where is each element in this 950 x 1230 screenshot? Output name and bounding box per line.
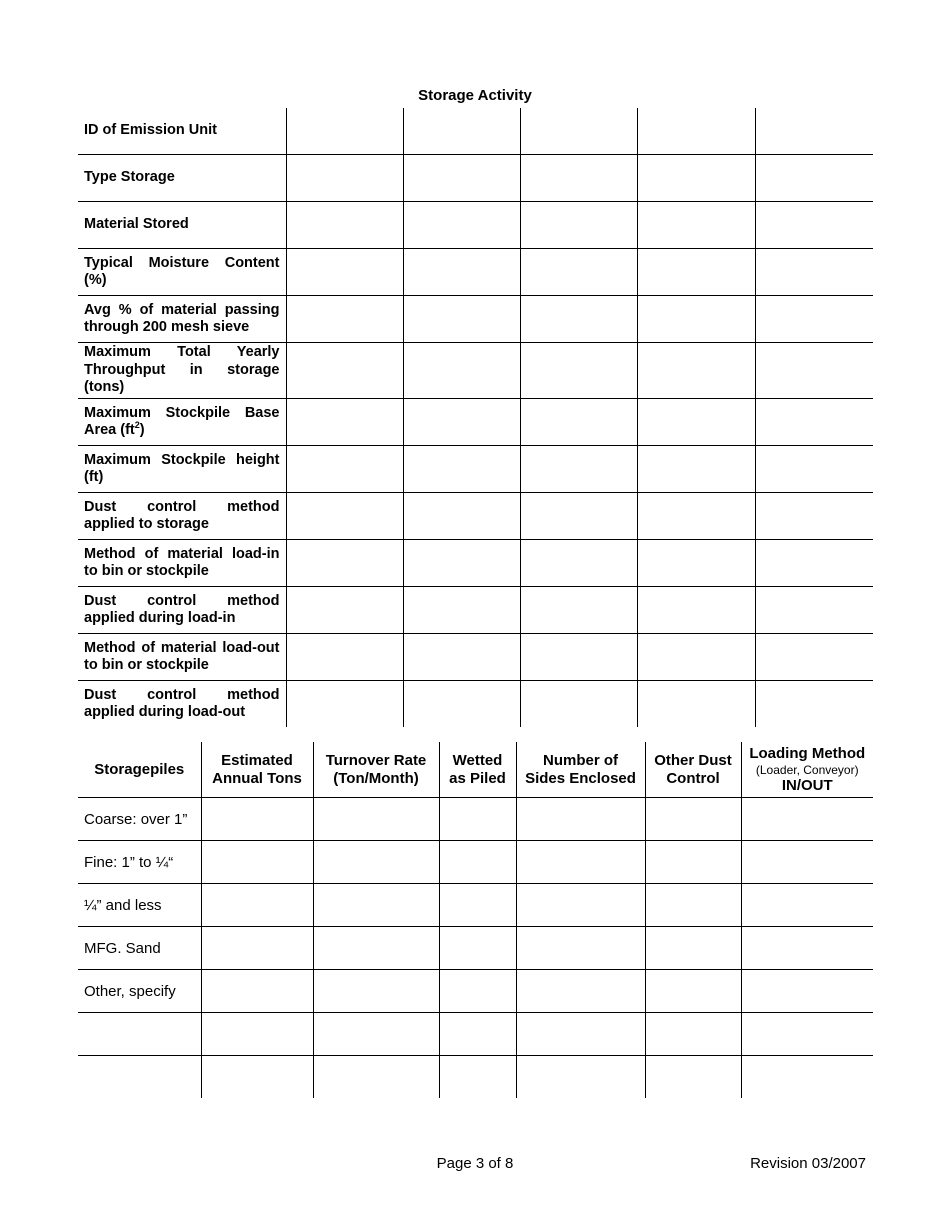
- input-cell[interactable]: [637, 202, 755, 249]
- input-cell[interactable]: [520, 108, 637, 155]
- input-cell[interactable]: [403, 681, 520, 728]
- row-label-blank[interactable]: [78, 1056, 201, 1099]
- col-header-estimated-annual-tons: Estimated Annual Tons: [201, 742, 313, 798]
- table-row: [78, 1013, 873, 1056]
- input-cell[interactable]: [645, 884, 741, 927]
- input-cell[interactable]: [637, 399, 755, 446]
- table-row: [78, 296, 873, 343]
- input-cell[interactable]: [313, 970, 439, 1013]
- input-cell[interactable]: [403, 296, 520, 343]
- input-cell[interactable]: [286, 108, 403, 155]
- table-row: [78, 343, 873, 399]
- input-cell[interactable]: [741, 884, 873, 927]
- input-cell[interactable]: [286, 249, 403, 296]
- input-cell[interactable]: [403, 108, 520, 155]
- col-header-sides-enclosed: Number of Sides Enclosed: [516, 742, 645, 798]
- row-label: Dust control method applied during load-in: [78, 587, 286, 634]
- input-cell[interactable]: [520, 399, 637, 446]
- header-row: [78, 742, 873, 798]
- input-cell[interactable]: [313, 927, 439, 970]
- input-cell[interactable]: [520, 634, 637, 681]
- input-cell[interactable]: [516, 1013, 645, 1056]
- row-label: ID of Emission Unit: [78, 108, 286, 155]
- input-cell[interactable]: [520, 446, 637, 493]
- input-cell[interactable]: [755, 493, 873, 540]
- input-cell[interactable]: [439, 970, 516, 1013]
- input-cell[interactable]: [403, 540, 520, 587]
- input-cell[interactable]: [403, 493, 520, 540]
- input-cell[interactable]: [286, 446, 403, 493]
- table-row: [78, 108, 873, 155]
- input-cell[interactable]: [741, 1013, 873, 1056]
- input-cell[interactable]: [201, 1013, 313, 1056]
- input-cell[interactable]: [755, 399, 873, 446]
- input-cell[interactable]: [520, 155, 637, 202]
- row-label: Maximum Total Yearly Throughput in storage (tons): [78, 343, 286, 399]
- input-cell[interactable]: [645, 798, 741, 841]
- input-cell[interactable]: [755, 155, 873, 202]
- input-cell[interactable]: [439, 1013, 516, 1056]
- input-cell[interactable]: [439, 884, 516, 927]
- row-label: Fine: 1” to ¼“: [78, 841, 201, 884]
- col-header-storagepiles: Storagepiles: [78, 742, 201, 798]
- input-cell[interactable]: [637, 249, 755, 296]
- input-cell[interactable]: [403, 155, 520, 202]
- input-cell[interactable]: [645, 1056, 741, 1099]
- col-header-loading-method: Loading Method (Loader, Conveyor) IN/OUT: [741, 742, 873, 798]
- input-cell[interactable]: [439, 841, 516, 884]
- input-cell[interactable]: [755, 634, 873, 681]
- row-label: Material Stored: [78, 202, 286, 249]
- storagepiles-table: [78, 742, 873, 1098]
- input-cell[interactable]: [645, 970, 741, 1013]
- row-label: MFG. Sand: [78, 927, 201, 970]
- input-cell[interactable]: [403, 399, 520, 446]
- table-row: [78, 155, 873, 202]
- input-cell[interactable]: [516, 798, 645, 841]
- input-cell[interactable]: [313, 798, 439, 841]
- input-cell[interactable]: [201, 841, 313, 884]
- input-cell[interactable]: [520, 681, 637, 728]
- storage-activity-table: [78, 108, 873, 727]
- input-cell[interactable]: [403, 634, 520, 681]
- page-number: Page 3 of 8: [436, 1155, 514, 1172]
- input-cell[interactable]: [516, 1056, 645, 1099]
- input-cell[interactable]: [201, 884, 313, 927]
- input-cell[interactable]: [286, 681, 403, 728]
- table-row: [78, 249, 873, 296]
- input-cell[interactable]: [201, 1056, 313, 1099]
- row-label: Maximum Stockpile height (ft): [78, 446, 286, 493]
- input-cell[interactable]: [403, 343, 520, 399]
- row-label: Type Storage: [78, 155, 286, 202]
- input-cell[interactable]: [755, 202, 873, 249]
- section-title: Storage Activity: [418, 87, 532, 104]
- input-cell[interactable]: [439, 927, 516, 970]
- input-cell[interactable]: [637, 446, 755, 493]
- input-cell[interactable]: [755, 446, 873, 493]
- input-cell[interactable]: [637, 296, 755, 343]
- input-cell[interactable]: [741, 970, 873, 1013]
- table-row: [78, 681, 873, 728]
- col-header-turnover-rate: Turnover Rate (Ton/Month): [313, 742, 439, 798]
- input-cell[interactable]: [520, 296, 637, 343]
- row-label-blank[interactable]: [78, 1013, 201, 1056]
- input-cell[interactable]: [286, 202, 403, 249]
- input-cell[interactable]: [755, 249, 873, 296]
- input-cell[interactable]: [755, 108, 873, 155]
- table-row: [78, 540, 873, 587]
- input-cell[interactable]: [313, 1013, 439, 1056]
- input-cell[interactable]: [637, 634, 755, 681]
- input-cell[interactable]: [520, 202, 637, 249]
- input-cell[interactable]: [286, 587, 403, 634]
- input-cell[interactable]: [516, 884, 645, 927]
- input-cell[interactable]: [520, 343, 637, 399]
- input-cell[interactable]: [439, 798, 516, 841]
- row-label: Coarse: over 1”: [78, 798, 201, 841]
- input-cell[interactable]: [286, 493, 403, 540]
- input-cell[interactable]: [201, 970, 313, 1013]
- input-cell[interactable]: [637, 587, 755, 634]
- input-cell[interactable]: [520, 493, 637, 540]
- row-label: Dust control method applied to storage: [78, 493, 286, 540]
- input-cell[interactable]: [286, 155, 403, 202]
- input-cell[interactable]: [439, 1056, 516, 1099]
- row-label-area: [78, 399, 286, 446]
- area-superscript: 2: [134, 420, 140, 431]
- input-cell[interactable]: [520, 587, 637, 634]
- row-label: ¼” and less: [78, 884, 201, 927]
- input-cell[interactable]: [286, 399, 403, 446]
- table-row: [78, 587, 873, 634]
- input-cell[interactable]: [645, 1013, 741, 1056]
- table-row: [78, 634, 873, 681]
- input-cell[interactable]: [286, 540, 403, 587]
- input-cell[interactable]: [755, 681, 873, 728]
- table-row: [78, 884, 873, 927]
- revision-date: Revision 03/2007: [750, 1155, 866, 1172]
- input-cell[interactable]: [755, 587, 873, 634]
- table-row: [78, 202, 873, 249]
- input-cell[interactable]: [516, 927, 645, 970]
- input-cell[interactable]: [637, 343, 755, 399]
- row-label: Other, specify: [78, 970, 201, 1013]
- table-row: [78, 493, 873, 540]
- input-cell[interactable]: [313, 884, 439, 927]
- area-label-text: Maximum Stockpile Base Area (ft: [84, 404, 280, 438]
- input-cell[interactable]: [201, 798, 313, 841]
- input-cell[interactable]: [520, 540, 637, 587]
- row-label: Typical Moisture Content (%): [78, 249, 286, 296]
- row-label: Method of material load-out to bin or stockpile: [78, 634, 286, 681]
- input-cell[interactable]: [637, 155, 755, 202]
- input-cell[interactable]: [741, 1056, 873, 1099]
- col-header-other-dust-control: Other Dust Control: [645, 742, 741, 798]
- input-cell[interactable]: [313, 841, 439, 884]
- input-cell[interactable]: [741, 927, 873, 970]
- input-cell[interactable]: [286, 296, 403, 343]
- input-cell[interactable]: [741, 841, 873, 884]
- input-cell[interactable]: [755, 296, 873, 343]
- row-label: Dust control method applied during load-out: [78, 681, 286, 728]
- table-row: [78, 970, 873, 1013]
- input-cell[interactable]: [403, 202, 520, 249]
- input-cell[interactable]: [403, 446, 520, 493]
- table-row: [78, 399, 873, 446]
- input-cell[interactable]: [313, 1056, 439, 1099]
- input-cell[interactable]: [286, 343, 403, 399]
- input-cell[interactable]: [637, 681, 755, 728]
- row-label: Avg % of material passing through 200 mesh sieve: [78, 296, 286, 343]
- input-cell[interactable]: [755, 343, 873, 399]
- input-cell[interactable]: [201, 927, 313, 970]
- input-cell[interactable]: [645, 841, 741, 884]
- table-row: [78, 1056, 873, 1099]
- table-row: [78, 798, 873, 841]
- input-cell[interactable]: [637, 540, 755, 587]
- input-cell[interactable]: [516, 970, 645, 1013]
- col-header-wetted-as-piled: Wetted as Piled: [439, 742, 516, 798]
- input-cell[interactable]: [755, 540, 873, 587]
- input-cell[interactable]: [403, 249, 520, 296]
- input-cell[interactable]: [286, 634, 403, 681]
- input-cell[interactable]: [645, 927, 741, 970]
- table-row: [78, 927, 873, 970]
- row-label: Method of material load-in to bin or stockpile: [78, 540, 286, 587]
- input-cell[interactable]: [520, 249, 637, 296]
- table-row: [78, 446, 873, 493]
- input-cell[interactable]: [637, 108, 755, 155]
- input-cell[interactable]: [637, 493, 755, 540]
- area-close: ): [139, 422, 145, 438]
- table-row: [78, 841, 873, 884]
- input-cell[interactable]: [516, 841, 645, 884]
- input-cell[interactable]: [741, 798, 873, 841]
- input-cell[interactable]: [403, 587, 520, 634]
